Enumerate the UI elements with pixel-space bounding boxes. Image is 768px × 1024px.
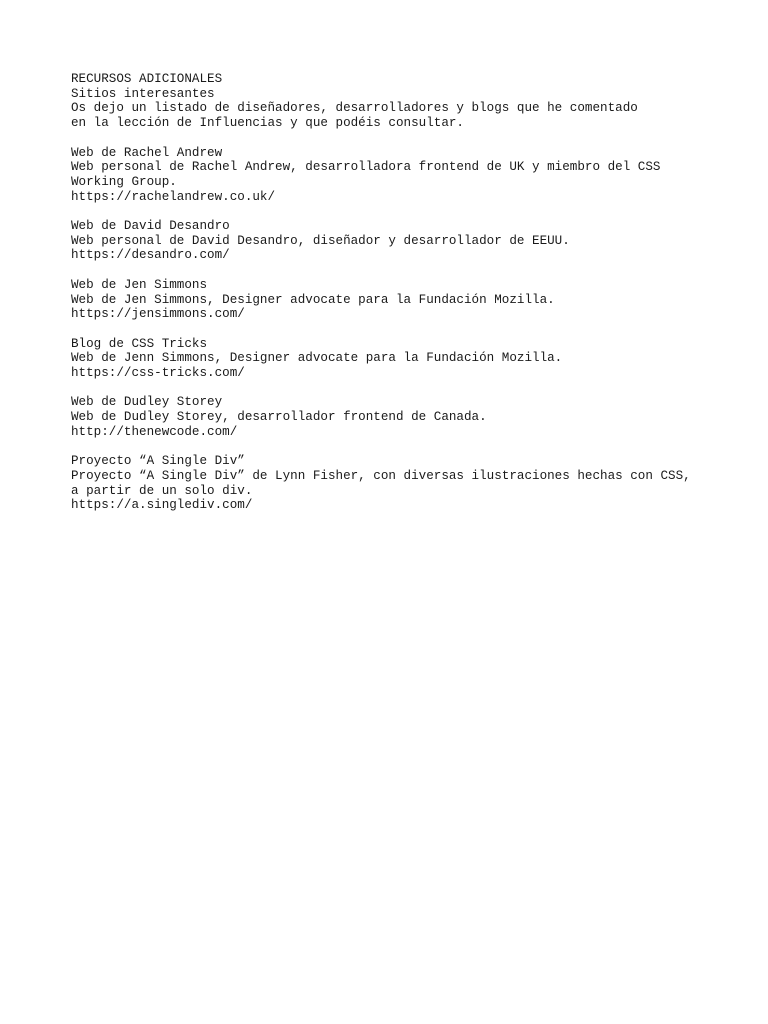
spacer [71, 204, 751, 219]
resource-description: Web de Jenn Simmons, Designer advocate para la Fundación Mozilla. [71, 351, 563, 366]
resource-link[interactable]: https://css-tricks.com/ [71, 366, 245, 380]
resource-jen-simmons [71, 278, 751, 322]
spacer [71, 440, 751, 455]
resource-link[interactable]: https://desandro.com/ [71, 248, 230, 263]
resource-name: Proyecto “A Single Div” [71, 454, 245, 469]
resource-description: Proyecto “A Single Div” de Lynn Fisher, con diversas ilustraciones hechas con CSS, [71, 468, 691, 483]
resource-description: a partir de un solo div. [71, 483, 253, 498]
spacer [71, 381, 751, 396]
spacer [71, 263, 751, 278]
resource-link[interactable]: http://thenewcode.com/ [71, 424, 238, 439]
intro-text-line-1: Os dejo un listado de diseñadores, desarrolladores y blogs que he comentado [71, 101, 638, 116]
resource-name: Web de David Desandro [71, 219, 230, 233]
document-page [71, 72, 751, 513]
resource-a-single-div [71, 454, 751, 513]
document-subtitle: Sitios interesantes [71, 86, 215, 101]
resource-description: Web personal de David Desandro, diseñador y desarrollador de EEUU. [71, 233, 570, 248]
spacer [71, 322, 751, 337]
resource-description: Web de Dudley Storey, desarrollador frontend de Canada. [71, 410, 487, 425]
resource-description: Working Group. [71, 174, 177, 189]
spacer [71, 131, 751, 146]
resource-link[interactable]: https://jensimmons.com/ [71, 307, 245, 322]
resource-name: Blog de CSS Tricks [71, 336, 208, 351]
resource-description: Web personal de Rachel Andrew, desarrolladora frontend de UK y miembro del CSS [71, 160, 661, 175]
resource-david-desandro [71, 219, 751, 263]
resource-description: Web de Jen Simmons, Designer advocate para la Fundación Mozilla. [71, 292, 555, 307]
resource-name: Web de Rachel Andrew [71, 145, 223, 160]
resource-rachel-andrew [71, 146, 751, 205]
resource-link[interactable]: https://a.singlediv.com/ [71, 498, 253, 513]
resource-name: Web de Jen Simmons [71, 277, 208, 292]
resource-name: Web de Dudley Storey [71, 395, 223, 410]
resource-dudley-storey [71, 395, 751, 439]
intro-text-line-2: en la lección de Influencias y que podéis consultar. [71, 116, 464, 131]
resource-link[interactable]: https://rachelandrew.co.uk/ [71, 189, 276, 204]
resource-css-tricks [71, 337, 751, 381]
document-title: RECURSOS ADICIONALES [71, 72, 223, 86]
